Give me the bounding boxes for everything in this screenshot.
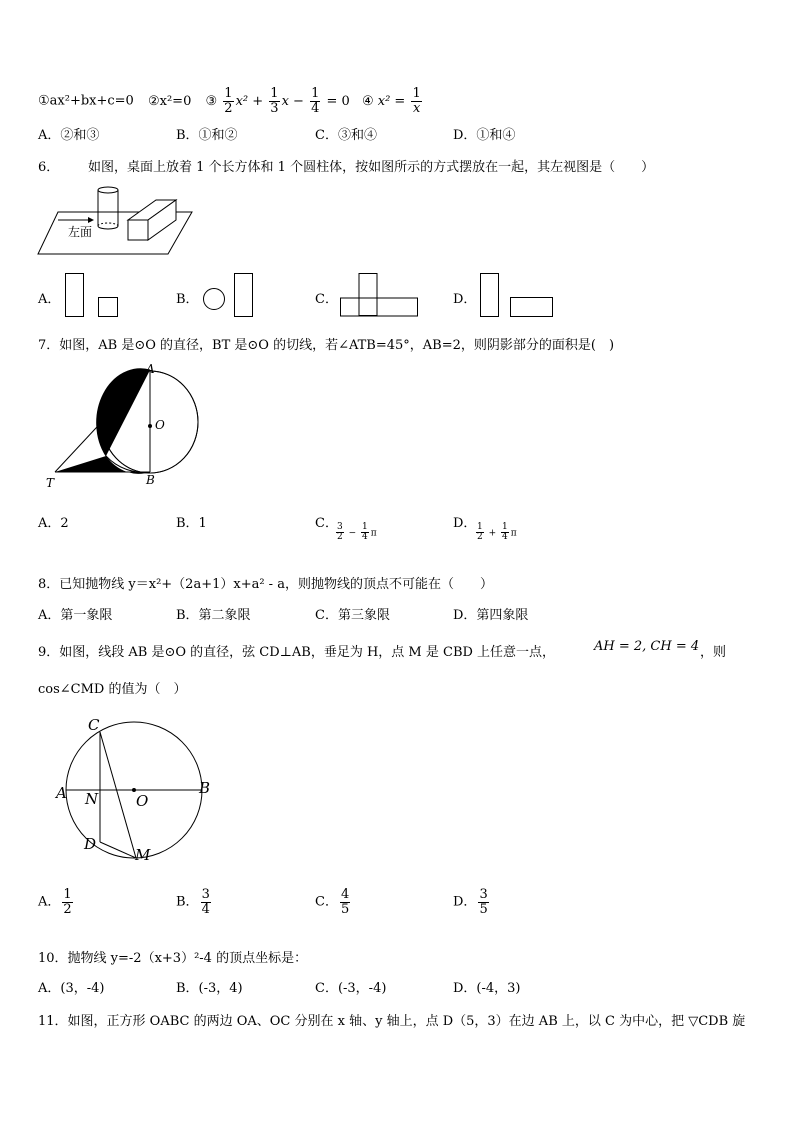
q8-option-d[interactable]: D．第四象限 — [453, 608, 529, 623]
q8-option-a[interactable]: A．第一象限 — [38, 608, 113, 623]
q9-question-line1-end: ，则 — [700, 645, 727, 660]
q5-eq3: ③ $\frac{1}{2}$ x² + $\frac{1}{3}$ x − $\frac{1}{4}$ = 0 — [205, 86, 350, 116]
q6-option-c-composite — [340, 273, 420, 317]
q9-label-c: C — [88, 716, 100, 734]
q7-question: 7．如图，AB 是⊙O 的直径，BT 是⊙O 的切线，若∠ATB=45°，AB=2，则阴影部分的面积是( ) — [38, 338, 615, 353]
q6-option-c-label[interactable]: C． — [315, 292, 338, 307]
q9-option-d[interactable]: D． $\frac{3}{5}$ — [453, 887, 488, 917]
q7-option-d-expr: $\frac{1}{2}$ + $\frac{1}{4}$ π — [477, 522, 517, 543]
q6-option-a-square — [98, 297, 118, 317]
q9-label-m: M — [135, 846, 151, 864]
q9-condition: AH = 2, CH = 4 — [594, 639, 700, 654]
q9-label-o: O — [136, 792, 149, 810]
q9-label-d: D — [84, 835, 97, 853]
q7-label-o: O — [155, 418, 165, 432]
q7-option-c-label[interactable]: C． — [315, 516, 338, 531]
q6-option-a-tall-rect — [65, 273, 84, 317]
q7-option-a[interactable]: A．2 — [38, 516, 69, 531]
q9-option-c[interactable]: C． $\frac{4}{5}$ — [315, 887, 350, 917]
q9-figure — [60, 716, 210, 866]
q5-equations — [38, 87, 424, 115]
q9-label-a: A — [56, 784, 67, 802]
q9-option-a[interactable]: A． $\frac{1}{2}$ — [38, 887, 72, 917]
q11-question: 11．如图，正方形 OABC 的两边 OA、OC 分别在 x 轴、y 轴上，点 D（5，3）在边 AB 上，以 C 为中心，把 ▽CDB 旋 — [38, 1014, 746, 1029]
q7-option-b[interactable]: B．1 — [176, 516, 207, 531]
q6-option-b-circle — [203, 288, 225, 310]
q10-option-d[interactable]: D．(-4，3) — [453, 981, 521, 996]
q10-option-c[interactable]: C．(-3，-4) — [315, 981, 387, 996]
q5-eq2: ②x²=0 — [147, 93, 192, 109]
q7-option-c-expr: $\frac{3}{2}$ − $\frac{1}{4}$ π — [337, 522, 377, 543]
q7-label-b: B — [146, 473, 155, 487]
q9-label-b: B — [199, 779, 211, 797]
q8-option-c[interactable]: C．第三象限 — [315, 608, 390, 623]
q6-figure-label: 左面 — [68, 225, 93, 239]
q10-option-a[interactable]: A．(3，-4) — [38, 981, 105, 996]
q9-question-line1: 9．如图，线段 AB 是⊙O 的直径，弦 CD⊥AB，垂足为 H，点 M 是 CBD 上任意一点， — [38, 645, 556, 660]
q6-option-b-tall-rect — [234, 273, 253, 317]
q5-option-c[interactable]: C．③和④ — [315, 128, 377, 143]
q5-eq1: ①ax²+bx+c=0 — [38, 93, 134, 109]
q6-option-d-wide-rect — [510, 297, 553, 317]
q10-question: 10．抛物线 y=-2（x+3）²-4 的顶点坐标是： — [38, 951, 308, 966]
q6-option-a-label[interactable]: A． — [38, 292, 61, 307]
q6-option-d-label[interactable]: D． — [453, 292, 477, 307]
q5-eq4: ④ x² = $\frac{1}{x}$ — [361, 86, 421, 116]
q5-option-d[interactable]: D．①和④ — [453, 128, 516, 143]
q6-question: 如图，桌面上放着 1 个长方体和 1 个圆柱体，按如图所示的方式摆放在一起，其左视图是（ ） — [88, 160, 655, 175]
q6-figure — [38, 180, 198, 260]
q6-option-d-tall-rect — [480, 273, 499, 317]
q6-option-b-label[interactable]: B． — [176, 292, 199, 307]
q10-option-b[interactable]: B．(-3，4) — [176, 981, 243, 996]
q5-option-b[interactable]: B．①和② — [176, 128, 238, 143]
q7-label-t: T — [46, 476, 55, 490]
q9-option-b[interactable]: B． $\frac{3}{4}$ — [176, 887, 210, 917]
q7-figure — [40, 360, 210, 492]
q8-question: 8．已知抛物线 y＝x²+（2a+1）x+a² - a，则抛物线的顶点不可能在（ ） — [38, 577, 493, 592]
q7-option-d-label[interactable]: D． — [453, 516, 477, 531]
q9-question-line2: cos∠CMD 的值为（ ） — [38, 682, 187, 697]
q7-label-a: A — [146, 362, 155, 376]
q5-option-a[interactable]: A．②和③ — [38, 128, 100, 143]
q8-option-b[interactable]: B．第二象限 — [176, 608, 251, 623]
q6-number: 6． — [38, 160, 60, 175]
q9-label-n: N — [85, 790, 99, 808]
